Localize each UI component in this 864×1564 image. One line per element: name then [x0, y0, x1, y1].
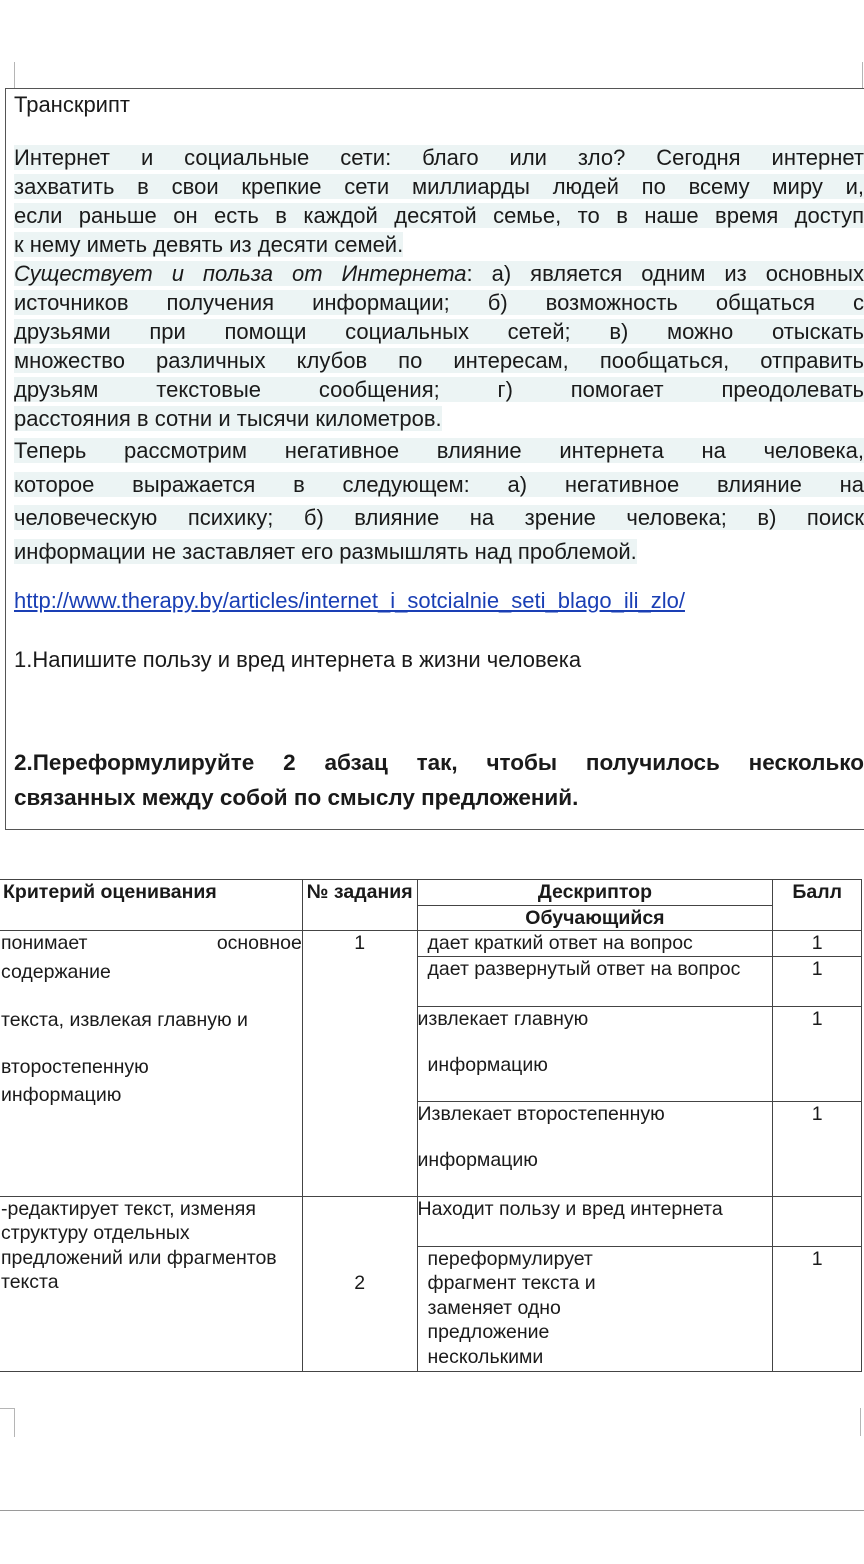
paragraph-line: Интернет и социальные сети: благо или зло? Сегодня интернет	[14, 145, 864, 170]
descriptor-cell: дает краткий ответ на вопрос	[417, 931, 773, 957]
paragraph-line: если раньше он есть в каждой десятой семье, то в наше время доступ	[14, 203, 864, 228]
paragraph-line: : а) является одним из основных	[466, 261, 864, 286]
task-number: 2	[302, 1196, 417, 1371]
page-divider	[0, 1510, 864, 1511]
score-cell: 1	[773, 1006, 862, 1101]
criterion-text: основное	[216, 932, 302, 954]
paragraph-2	[14, 259, 864, 433]
question-2-line: 2.Переформулируйте 2 абзац так, чтобы получилось несколько	[14, 750, 864, 775]
question-1: 1.Напишите пользу и вред интернета в жизни человека	[14, 647, 582, 672]
paragraph-line: человеческую психику; б) влияние на зрение человека; в) поиск	[14, 505, 864, 530]
descriptor-cell: Находит пользу и вред интернета	[417, 1196, 773, 1246]
descriptor-text: информацию	[417, 1149, 538, 1171]
task-number: 1	[302, 931, 417, 1197]
question-2-line: связанных между собой по смыслу предложений.	[14, 785, 579, 810]
paragraph-1	[14, 143, 864, 259]
paragraph-line: друзьями при помощи социальных сетей; в) можно отыскать	[14, 319, 864, 344]
paragraph-line: захватить в свои крепкие сети миллиарды людей по всему миру и,	[14, 174, 864, 199]
header-criterion: Критерий оценивания	[0, 880, 302, 931]
italic-lead: Существует и польза от Интернета	[14, 261, 467, 286]
criterion-cell	[0, 931, 302, 1197]
descriptor-cell: дает развернутый ответ на вопрос	[417, 956, 773, 1006]
paragraph-line: множество различных клубов по интересам, пообщаться, отправить	[14, 348, 864, 373]
criterion-text: текста, извлекая главную и	[1, 1009, 248, 1031]
paragraph-line: расстояния в сотни и тысячи километров.	[14, 406, 442, 431]
question-2	[14, 745, 864, 815]
page-corner-mark	[860, 1408, 864, 1436]
header-descriptor: Дескриптор	[417, 880, 773, 906]
paragraph-line: к нему иметь девять из десяти семей.	[14, 232, 404, 257]
page-corner-mark	[0, 1408, 15, 1437]
assessment-table	[0, 879, 862, 1372]
paragraph-line: Теперь рассмотрим негативное влияние интернета на человека,	[14, 438, 864, 463]
score-cell: 1	[773, 1101, 862, 1196]
descriptor-text: переформулирует фрагмент текста и заменяет одно предложение несколькими	[427, 1247, 596, 1368]
score-cell: 1	[773, 956, 862, 1006]
paragraph-line: которое выражается в следующем: а) негативное влияние на	[14, 471, 864, 497]
page-corner-mark	[14, 62, 16, 88]
descriptor-cell	[417, 1246, 773, 1371]
source-link[interactable]: http://www.therapy.by/articles/internet_i_sotcialnie_seti_blago_ili_zlo/	[14, 588, 685, 613]
criterion-cell: -редактирует текст, изменяя структуру отдельных предложений или фрагментов текста	[0, 1196, 302, 1371]
criterion-text: информацию	[1, 1084, 122, 1106]
score-cell	[773, 1196, 862, 1246]
criterion-text: содержание	[1, 960, 111, 983]
header-task-number: № задания	[302, 880, 417, 931]
criterion-text: понимает	[1, 932, 88, 954]
criterion-text: второстепенную	[1, 1055, 149, 1078]
descriptor-text: информацию	[427, 1054, 548, 1076]
descriptor-cell	[417, 1101, 773, 1196]
header-learner: Обучающийся	[417, 905, 773, 931]
descriptor-text: Извлекает второстепенную	[417, 1102, 665, 1125]
descriptor-cell	[417, 1006, 773, 1101]
score-cell: 1	[773, 931, 862, 957]
paragraph-3	[14, 434, 864, 568]
descriptor-text: извлекает главную	[417, 1007, 589, 1030]
score-cell: 1	[773, 1246, 862, 1371]
transcript-title: Транскрипт	[14, 92, 130, 117]
paragraph-line: информации не заставляет его размышлять над проблемой.	[14, 538, 637, 564]
paragraph-line: источников получения информации; б) возможность общаться с	[14, 290, 864, 315]
paragraph-line: друзьям текстовые сообщения; г) помогает преодолевать	[14, 377, 864, 402]
header-score: Балл	[773, 880, 862, 931]
